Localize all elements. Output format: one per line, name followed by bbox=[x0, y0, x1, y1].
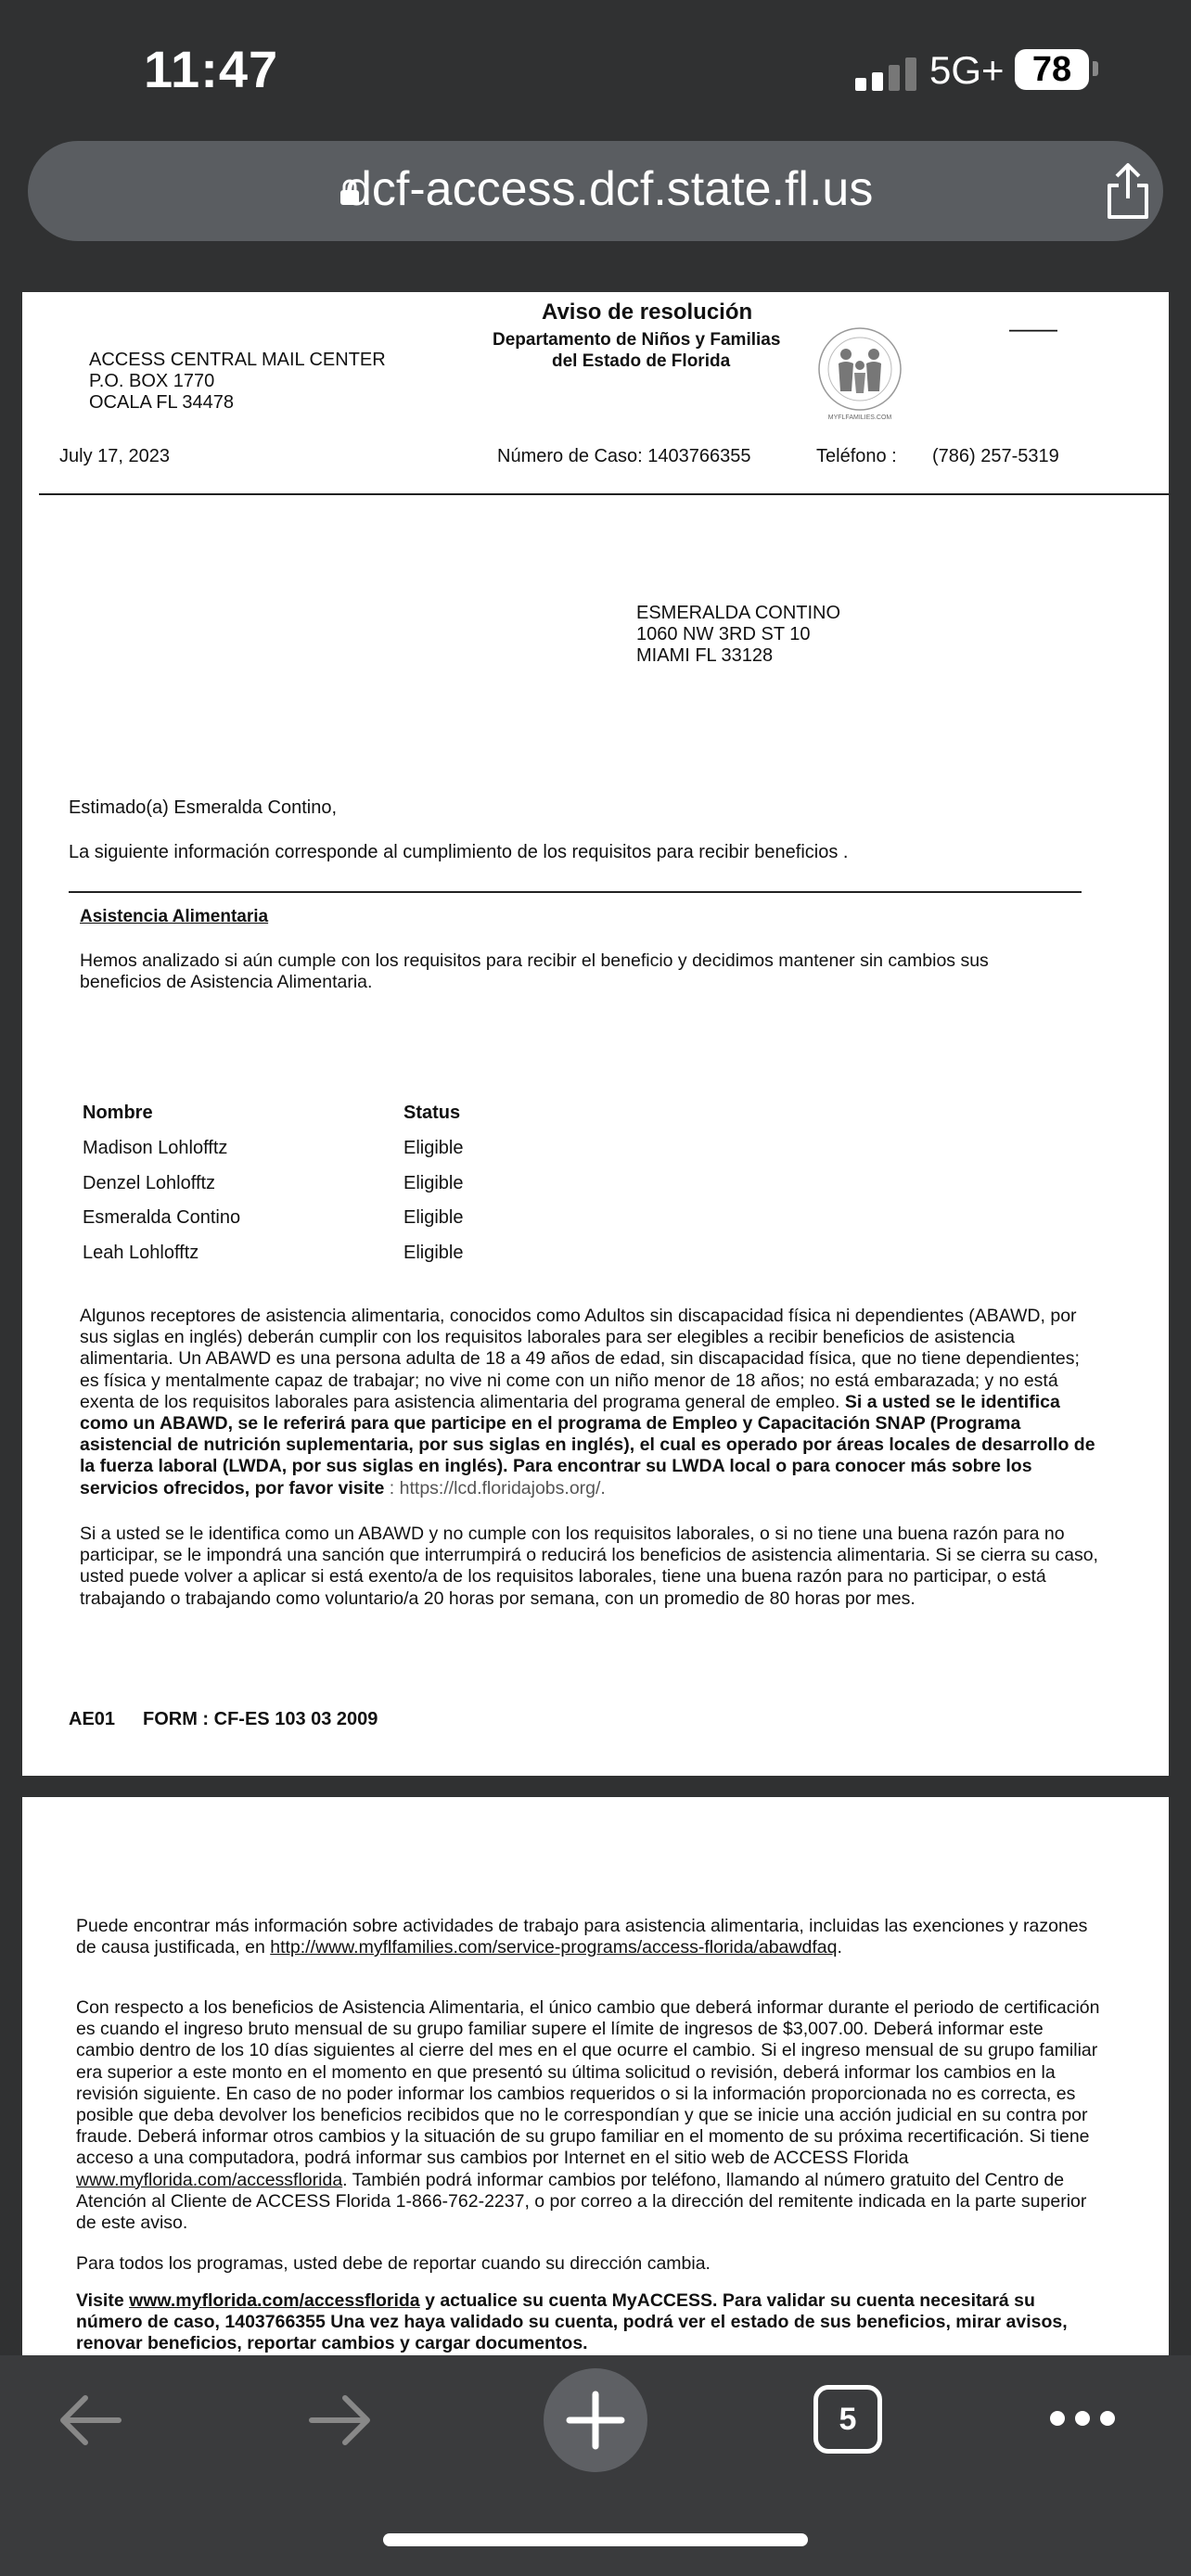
table-header-status: Status bbox=[403, 1103, 461, 1123]
battery-nub bbox=[1093, 61, 1098, 76]
abawdfaq-link[interactable]: http://www.myflfamilies.com/service-programs/access-florida/abawdfaq bbox=[270, 1937, 838, 1958]
share-icon[interactable] bbox=[1100, 161, 1156, 221]
clock-time: 11:47 bbox=[144, 40, 279, 98]
header-dash: —— bbox=[1009, 314, 1057, 342]
case-number: Número de Caso: 1403766355 bbox=[497, 446, 751, 466]
department-line2: del Estado de Florida bbox=[552, 351, 731, 371]
address-bar[interactable] bbox=[28, 141, 1163, 241]
url-text[interactable]: dcf-access.dcf.state.fl.us bbox=[345, 162, 874, 216]
abawd-paragraph bbox=[80, 1306, 1100, 1499]
table-row-name: Denzel Lohlofftz bbox=[83, 1173, 216, 1193]
sender-line3: OCALA FL 34478 bbox=[89, 392, 235, 413]
header-divider bbox=[39, 493, 1169, 495]
recipient-line3: MIAMI FL 33128 bbox=[636, 645, 774, 666]
section-title: Asistencia Alimentaria bbox=[80, 907, 269, 926]
document-page-1 bbox=[22, 292, 1169, 1776]
table-row-name: Madison Lohlofftz bbox=[83, 1138, 228, 1158]
sender-line2: P.O. BOX 1770 bbox=[89, 371, 215, 391]
table-header-name: Nombre bbox=[83, 1103, 153, 1123]
reporting-text-a: Con respecto a los beneficios de Asistencia Alimentaria, el único cambio que deberá informar durante el periodo de certificación es cuando el ingreso bruto mensual de su grupo familiar supere el límite de ingresos de $3,007.00. Deberá informar este cambio dentro de los 10 días siguientes al cierre del mes en el que ocurre el cambio. Si el ingreso mensual de su grupo familiar era superior a este monto en el momento en que presentó su última solicitud o revisión, deberá informar los cambios en la revisión siguiente. En caso de no poder informar los cambios requeridos o si la información proporcionada no es correcta, es posible que deba devolver los beneficios recibidos que no le correspondían y que se inicie una acción judicial en su contra por fraude. Deberá informar otros cambios y la situación de su grupo familiar en el momento de su próxima recertificación. Si tiene acceso a una computadora, podrá informar sus cambios por Internet en el sitio web de ACCESS Florida bbox=[76, 1997, 1100, 2169]
address-change-paragraph: Para todos los programas, usted debe de reportar cuando su dirección cambia. bbox=[76, 2253, 711, 2274]
dcf-logo bbox=[809, 323, 911, 425]
forward-arrow-icon[interactable] bbox=[306, 2391, 377, 2450]
footer-form: FORM : CF-ES 103 03 2009 bbox=[143, 1709, 378, 1729]
notice-title: Aviso de resolución bbox=[542, 300, 753, 325]
status-bar bbox=[0, 0, 1191, 130]
battery-icon: 78 bbox=[1015, 49, 1089, 90]
network-type: 5G+ bbox=[929, 48, 1005, 92]
phone-label: Teléfono : bbox=[816, 446, 897, 466]
work-info-end: . bbox=[837, 1937, 842, 1958]
greeting: Estimado(a) Esmeralda Contino, bbox=[69, 797, 338, 818]
logo-text: MYFLFAMILIES.COM bbox=[827, 414, 892, 421]
table-row-name: Esmeralda Contino bbox=[83, 1207, 241, 1228]
tabs-icon[interactable]: 5 bbox=[813, 2385, 882, 2454]
table-row-status: Eligible bbox=[403, 1173, 464, 1193]
recipient-line1: ESMERALDA CONTINO bbox=[636, 603, 841, 623]
home-indicator[interactable] bbox=[383, 2533, 808, 2546]
abawd-bold-text: Si a usted se le identifica como un ABAWD, se le referirá para que participe en el programa de Empleo y Capacitación SNAP (Programa asistencial de nutrición suplementaria, por sus siglas en inglés), el cual es operado por áreas locales de desarrollo de la fuerza laboral (LWDA, por sus siglas en inglés). Para encontrar su LWDA local o para conocer más sobre los servicios ofrecidos, por favor visite bbox=[80, 1391, 1095, 1498]
myaccess-text-b: y actualice su cuenta MyACCESS. Para validar su cuenta necesitará su número de caso, 1403766355 Una vez haya validado su cuenta, podrá ver el estado de sus beneficios, mirar avisos, renovar beneficios, reportar cambios y cargar documentos. bbox=[76, 2290, 1068, 2354]
signal-icon bbox=[855, 57, 920, 91]
myaccess-link[interactable]: www.myflorida.com/accessflorida bbox=[129, 2290, 420, 2311]
document-page-2 bbox=[22, 1797, 1169, 2355]
table-row-status: Eligible bbox=[403, 1207, 464, 1228]
phone-number: (786) 257-5319 bbox=[932, 446, 1059, 466]
intro-text: La siguiente información corresponde al cumplimiento de los requisitos para recibir beneficios . bbox=[69, 842, 849, 862]
plus-icon[interactable] bbox=[544, 2368, 647, 2472]
section-divider bbox=[69, 891, 1082, 893]
recipient-line2: 1060 NW 3RD ST 10 bbox=[636, 624, 811, 644]
table-row-status: Eligible bbox=[403, 1243, 464, 1263]
department-line1: Departamento de Niños y Familias bbox=[493, 330, 781, 350]
table-row-status: Eligible bbox=[403, 1138, 464, 1158]
myaccess-paragraph bbox=[76, 2290, 1106, 2355]
sender-line1: ACCESS CENTRAL MAIL CENTER bbox=[89, 350, 386, 370]
myflorida-link[interactable]: www.myflorida.com/accessflorida bbox=[76, 2169, 343, 2190]
reporting-text-b: . También podrá informar cambios por teléfono, llamando al número gratuito del Centro de Atención al Cliente de ACCESS Florida 1-866-762-2237, o por correo a la dirección del remitente indicada en la parte superior de este aviso. bbox=[76, 2169, 1087, 2234]
myaccess-text-a: Visite bbox=[76, 2290, 130, 2311]
notice-date: July 17, 2023 bbox=[59, 446, 170, 466]
back-arrow-icon[interactable] bbox=[54, 2391, 124, 2450]
footer-code: AE01 bbox=[69, 1709, 116, 1729]
more-icon[interactable] bbox=[1048, 2407, 1117, 2429]
work-info-paragraph bbox=[76, 1916, 1106, 1958]
section-paragraph: Hemos analizado si aún cumple con los requisitos para recibir el beneficio y decidimos mantener sin cambios sus beneficios de Asistencia Alimentaria. bbox=[80, 950, 989, 993]
table-row-name: Leah Lohlofftz bbox=[83, 1243, 199, 1263]
work-info-text: Puede encontrar más información sobre actividades de trabajo para asistencia alimentaria, incluidas las exenciones y razones de causa justificada, en bbox=[76, 1916, 1088, 1958]
abawd-link[interactable]: : https://lcd.floridajobs.org/. bbox=[384, 1477, 606, 1498]
abawd-text: Algunos receptores de asistencia alimentaria, conocidos como Adultos sin discapacidad física ni dependientes (ABAWD, por sus siglas en inglés) deberán cumplir con los requisitos laborales para ser elegibles a recibir beneficios de asistencia alimentaria. Un ABAWD es una persona adulta de 18 a 49 años de edad, sin discapacidad física, que no tiene dependientes; es física y mentalmente capaz de trabajar; no vive ni come con un niño menor de 18 años; no está embarazada; y no está exenta de los requisitos laborales para asistencia alimentaria del programa general de empleo. bbox=[80, 1306, 1080, 1412]
document-viewer[interactable] bbox=[0, 269, 1191, 2355]
reporting-paragraph bbox=[76, 1997, 1106, 2234]
sanction-paragraph: Si a usted se le identifica como un ABAWD y no cumple con los requisitos laborales, o si no tiene una buena razón para no participar, se le impondrá una sanción que interrumpirá o reducirá los beneficios de asistencia alimentaria. Si se cierra su caso, usted puede volver a aplicar si está exento/a de los requisitos laborales, tiene una buena razón para no participar, o está trabajando o trabajando como voluntario/a 20 horas por semana, con un promedio de 80 horas por mes. bbox=[80, 1524, 1098, 1609]
